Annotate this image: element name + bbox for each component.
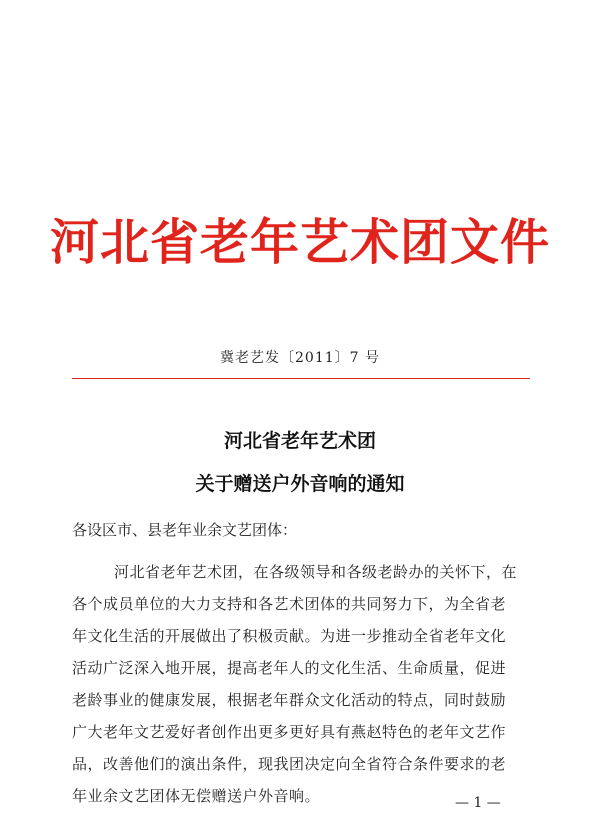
notice-title-line-1: 河北省老年艺术团 (223, 430, 376, 452)
body-line: 年业余文艺团体无偿赠送户外音响。 (72, 787, 321, 805)
body-line: 广大老年文艺爱好者创作出更多更好具有燕赵特色的老年文艺作 (72, 723, 507, 741)
document-number: 冀老艺发〔2011〕7 号 (220, 350, 380, 366)
page-number: — 1 — (455, 795, 501, 811)
red-divider-line (72, 378, 530, 379)
document-header-title: 河北省老年艺术团文件 (49, 213, 550, 271)
notice-title-line-2: 关于赠送户外音响的通知 (195, 473, 405, 495)
body-line: 河北省老年艺术团，在各级领导和各级老龄办的关怀下，在 (114, 563, 518, 581)
salutation: 各设区市、县老年业余文艺团体： (72, 521, 298, 539)
body-line: 年文化生活的开展做出了积极贡献。为进一步推动全省老年文化 (72, 627, 507, 645)
body-line: 各个成员单位的大力支持和各艺术团体的共同努力下，为全省老 (72, 595, 507, 613)
body-paragraph (72, 556, 558, 812)
body-line: 老龄事业的健康发展，根据老年群众文化活动的特点，同时鼓励 (72, 691, 507, 709)
body-line: 活动广泛深入地开展，提高老年人的文化生活、生命质量，促进 (72, 659, 507, 677)
body-line: 品，改善他们的演出条件，现我团决定向全省符合条件要求的老 (72, 755, 507, 773)
